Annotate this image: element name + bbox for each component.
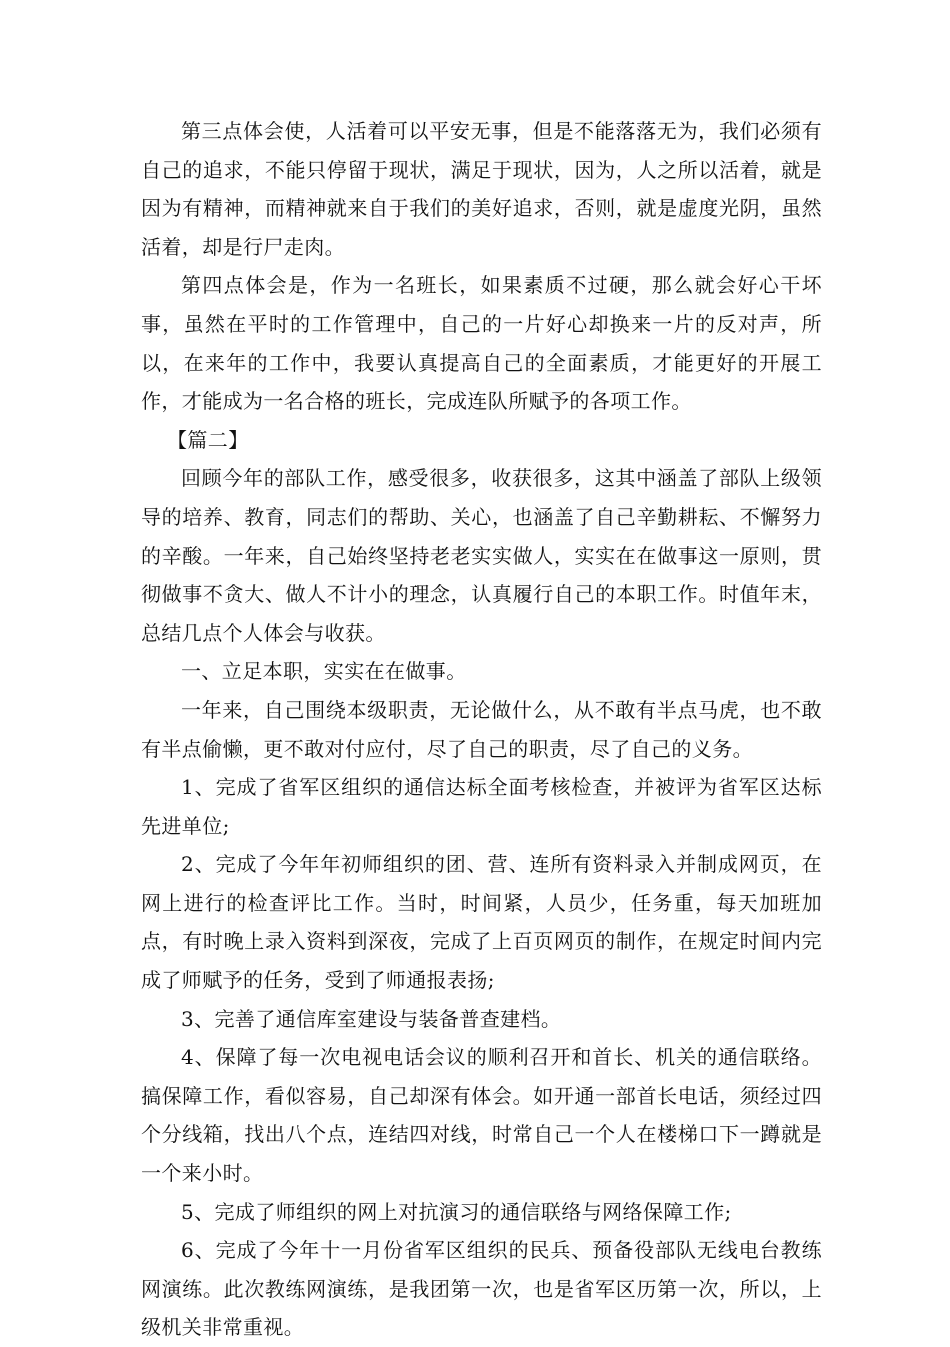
subheading-one: 一、立足本职，实实在在做事。 xyxy=(181,659,467,684)
paragraph-fourth-point: 第四点体会是，作为一名班长，如果素质不过硬，那么就会好心干坏事，虽然在平时的工作管理中，自己的一片好心却换来一片的反对声，所以，在来年的工作中，我要认真提高自己的全面素质，才能更好的开展工作，才能成为一名合格的班长，完成连队所赋予的各项工作。 xyxy=(141,273,822,414)
list-item-5: 5、完成了师组织的网上对抗演习的通信联络与网络保障工作; xyxy=(181,1199,732,1224)
document-body xyxy=(141,112,822,1347)
list-item-4: 4、保障了每一次电视电话会议的顺利召开和首长、机关的通信联络。搞保障工作，看似容易，自己却深有体会。如开通一部首长电话，须经过四个分线箱，找出八个点，连结四对线，时常自己一个人在楼梯口下一蹲就是一个来小时。 xyxy=(141,1045,822,1186)
list-item-2: 2、完成了今年年初师组织的团、营、连所有资料录入并制成网页，在网上进行的检查评比工作。当时，时间紧，人员少，任务重，每天加班加点，有时晚上录入资料到深夜，完成了上百页网页的制作，在规定时间内完成了师赋予的任务，受到了师通报表扬; xyxy=(141,852,822,993)
paragraph-third-point: 第三点体会使，人活着可以平安无事，但是不能落落无为，我们必须有自己的追求，不能只停留于现状，满足于现状，因为，人之所以活着，就是因为有精神，而精神就来自于我们的美好追求，否则，就是虚度光阴，虽然活着，却是行尸走肉。 xyxy=(141,119,822,259)
list-item-6: 6、完成了今年十一月份省军区组织的民兵、预备役部队无线电台教练网演练。此次教练网演练，是我团第一次，也是省军区历第一次，所以，上级机关非常重视。 xyxy=(141,1238,822,1340)
section-heading-part-two: 【篇二】 xyxy=(167,427,249,452)
list-item-1: 1、完成了省军区组织的通信达标全面考核检查，并被评为省军区达标先进单位; xyxy=(141,775,822,838)
paragraph-duty: 一年来，自己围绕本级职责，无论做什么，从不敢有半点马虎，也不敢有半点偷懒，更不敢对付应付，尽了自己的职责，尽了自己的义务。 xyxy=(141,697,822,761)
list-item-3: 3、完善了通信库室建设与装备普查建档。 xyxy=(181,1006,562,1031)
paragraph-review-intro: 回顾今年的部队工作，感受很多，收获很多，这其中涵盖了部队上级领导的培养、教育，同志们的帮助、关心，也涵盖了自己辛勤耕耘、不懈努力的辛酸。一年来，自己始终坚持老老实实做人，实实在在做事这一原则，贯彻做事不贪大、做人不计小的理念，认真履行自己的本职工作。时值年末，总结几点个人体会与收获。 xyxy=(141,466,822,645)
